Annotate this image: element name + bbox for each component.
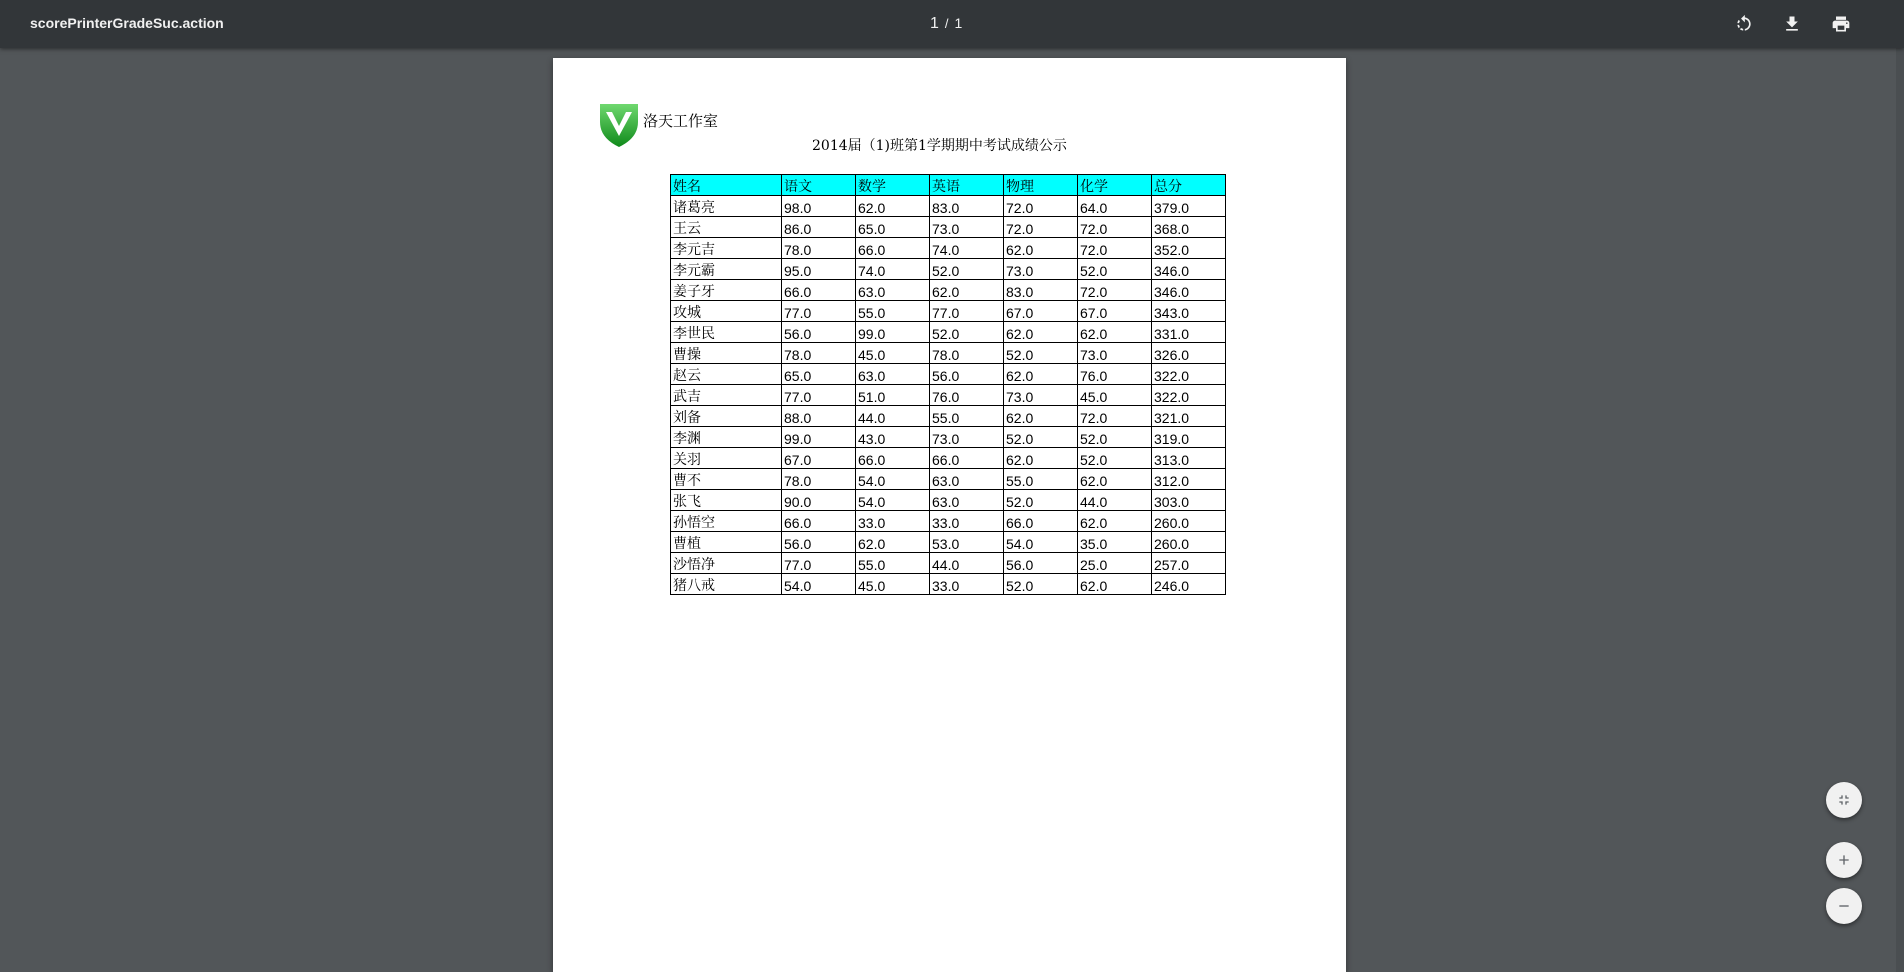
- score-cell: 55.0: [930, 406, 1004, 427]
- table-row: [671, 427, 1226, 448]
- score-cell: 56.0: [782, 532, 856, 553]
- download-icon: [1782, 14, 1802, 34]
- score-cell: 77.0: [782, 301, 856, 322]
- score-cell: 62.0: [1078, 469, 1152, 490]
- zoom-in-button[interactable]: [1826, 842, 1862, 878]
- score-cell: 55.0: [856, 553, 930, 574]
- student-name-cell: 赵云: [671, 364, 782, 385]
- student-name-cell: 沙悟净: [671, 553, 782, 574]
- table-row: [671, 217, 1226, 238]
- table-row: [671, 574, 1226, 595]
- score-cell: 62.0: [1004, 238, 1078, 259]
- score-cell: 83.0: [930, 196, 1004, 217]
- score-cell: 62.0: [1078, 511, 1152, 532]
- score-cell: 62.0: [1004, 448, 1078, 469]
- score-cell: 379.0: [1152, 196, 1226, 217]
- score-cell: 65.0: [782, 364, 856, 385]
- score-cell: 86.0: [782, 217, 856, 238]
- score-cell: 52.0: [1078, 427, 1152, 448]
- score-cell: 72.0: [1078, 238, 1152, 259]
- score-cell: 76.0: [1078, 364, 1152, 385]
- score-cell: 55.0: [856, 301, 930, 322]
- score-cell: 319.0: [1152, 427, 1226, 448]
- score-cell: 62.0: [1004, 406, 1078, 427]
- table-row: [671, 238, 1226, 259]
- vertical-scrollbar[interactable]: [1896, 48, 1904, 972]
- table-row: [671, 448, 1226, 469]
- table-row: [671, 343, 1226, 364]
- rotate-icon: [1734, 14, 1754, 34]
- score-cell: 77.0: [782, 385, 856, 406]
- score-cell: 78.0: [782, 238, 856, 259]
- score-cell: 74.0: [856, 259, 930, 280]
- rotate-button[interactable]: [1728, 8, 1760, 40]
- table-row: [671, 259, 1226, 280]
- score-cell: 52.0: [1004, 490, 1078, 511]
- fit-to-page-button[interactable]: [1826, 782, 1862, 818]
- student-name-cell: 张飞: [671, 490, 782, 511]
- score-cell: 43.0: [856, 427, 930, 448]
- score-cell: 88.0: [782, 406, 856, 427]
- score-cell: 66.0: [1004, 511, 1078, 532]
- student-name-cell: 诸葛亮: [671, 196, 782, 217]
- score-cell: 35.0: [1078, 532, 1152, 553]
- logo-checkmark-icon: [598, 102, 640, 148]
- score-cell: 63.0: [856, 364, 930, 385]
- score-cell: 51.0: [856, 385, 930, 406]
- score-cell: 260.0: [1152, 532, 1226, 553]
- student-name-cell: 姜子牙: [671, 280, 782, 301]
- score-cell: 99.0: [782, 427, 856, 448]
- column-header: 姓名: [671, 175, 782, 196]
- score-cell: 25.0: [1078, 553, 1152, 574]
- column-header: 数学: [856, 175, 930, 196]
- score-cell: 62.0: [1078, 322, 1152, 343]
- table-row: [671, 322, 1226, 343]
- student-name-cell: 关羽: [671, 448, 782, 469]
- table-row: [671, 196, 1226, 217]
- pdf-page: [553, 58, 1346, 972]
- score-cell: 52.0: [1004, 343, 1078, 364]
- score-cell: 56.0: [782, 322, 856, 343]
- score-cell: 62.0: [856, 196, 930, 217]
- student-name-cell: 李渊: [671, 427, 782, 448]
- table-row: [671, 469, 1226, 490]
- page-separator: /: [944, 16, 949, 31]
- score-cell: 73.0: [1004, 259, 1078, 280]
- score-cell: 54.0: [782, 574, 856, 595]
- score-cell: 72.0: [1004, 217, 1078, 238]
- score-table: [670, 174, 1226, 595]
- score-cell: 346.0: [1152, 280, 1226, 301]
- table-row: [671, 364, 1226, 385]
- score-cell: 67.0: [1004, 301, 1078, 322]
- zoom-in-icon: [1836, 852, 1852, 868]
- student-name-cell: 孙悟空: [671, 511, 782, 532]
- score-cell: 77.0: [930, 301, 1004, 322]
- score-cell: 346.0: [1152, 259, 1226, 280]
- pdf-toolbar: [0, 0, 1904, 48]
- student-name-cell: 攻城: [671, 301, 782, 322]
- column-header: 英语: [930, 175, 1004, 196]
- score-cell: 54.0: [856, 490, 930, 511]
- score-cell: 56.0: [1004, 553, 1078, 574]
- score-cell: 76.0: [930, 385, 1004, 406]
- table-row: [671, 385, 1226, 406]
- score-cell: 74.0: [930, 238, 1004, 259]
- table-header-row: [671, 175, 1226, 196]
- score-cell: 78.0: [782, 469, 856, 490]
- current-page-number[interactable]: 1: [930, 15, 939, 32]
- score-cell: 54.0: [1004, 532, 1078, 553]
- score-cell: 55.0: [1004, 469, 1078, 490]
- score-cell: 62.0: [1078, 574, 1152, 595]
- score-cell: 90.0: [782, 490, 856, 511]
- page-indicator: [930, 0, 962, 47]
- score-cell: 62.0: [1004, 322, 1078, 343]
- score-cell: 72.0: [1078, 217, 1152, 238]
- score-cell: 63.0: [930, 469, 1004, 490]
- score-cell: 54.0: [856, 469, 930, 490]
- score-cell: 62.0: [930, 280, 1004, 301]
- table-row: [671, 280, 1226, 301]
- table-row: [671, 553, 1226, 574]
- score-cell: 66.0: [856, 238, 930, 259]
- score-cell: 312.0: [1152, 469, 1226, 490]
- score-cell: 73.0: [1078, 343, 1152, 364]
- score-cell: 66.0: [782, 511, 856, 532]
- student-name-cell: 曹植: [671, 532, 782, 553]
- zoom-out-icon: [1836, 898, 1852, 914]
- score-cell: 260.0: [1152, 511, 1226, 532]
- table-row: [671, 490, 1226, 511]
- table-row: [671, 301, 1226, 322]
- score-cell: 33.0: [930, 574, 1004, 595]
- score-cell: 63.0: [856, 280, 930, 301]
- score-cell: 72.0: [1004, 196, 1078, 217]
- score-cell: 73.0: [930, 217, 1004, 238]
- score-cell: 53.0: [930, 532, 1004, 553]
- score-cell: 99.0: [856, 322, 930, 343]
- score-cell: 62.0: [856, 532, 930, 553]
- score-cell: 246.0: [1152, 574, 1226, 595]
- score-cell: 368.0: [1152, 217, 1226, 238]
- score-cell: 56.0: [930, 364, 1004, 385]
- score-cell: 62.0: [1004, 364, 1078, 385]
- column-header: 总分: [1152, 175, 1226, 196]
- score-cell: 45.0: [856, 574, 930, 595]
- table-row: [671, 511, 1226, 532]
- score-cell: 322.0: [1152, 385, 1226, 406]
- student-name-cell: 刘备: [671, 406, 782, 427]
- logo-text: 洛天工作室: [643, 112, 719, 130]
- score-cell: 52.0: [1004, 427, 1078, 448]
- score-cell: 78.0: [930, 343, 1004, 364]
- print-icon: [1831, 14, 1851, 34]
- score-cell: 52.0: [1078, 448, 1152, 469]
- student-name-cell: 李元霸: [671, 259, 782, 280]
- score-cell: 343.0: [1152, 301, 1226, 322]
- score-cell: 83.0: [1004, 280, 1078, 301]
- score-cell: 72.0: [1078, 280, 1152, 301]
- student-name-cell: 武吉: [671, 385, 782, 406]
- score-cell: 66.0: [856, 448, 930, 469]
- report-title: 2014届（1)班第1学期期中考试成绩公示: [812, 138, 1067, 154]
- score-cell: 44.0: [1078, 490, 1152, 511]
- score-cell: 33.0: [930, 511, 1004, 532]
- score-cell: 44.0: [930, 553, 1004, 574]
- score-cell: 45.0: [1078, 385, 1152, 406]
- score-cell: 66.0: [782, 280, 856, 301]
- score-cell: 326.0: [1152, 343, 1226, 364]
- student-name-cell: 王云: [671, 217, 782, 238]
- fit-page-icon: [1836, 792, 1852, 808]
- table-row: [671, 532, 1226, 553]
- score-cell: 44.0: [856, 406, 930, 427]
- score-cell: 257.0: [1152, 553, 1226, 574]
- score-cell: 303.0: [1152, 490, 1226, 511]
- student-name-cell: 曹不: [671, 469, 782, 490]
- score-cell: 72.0: [1078, 406, 1152, 427]
- column-header: 化学: [1078, 175, 1152, 196]
- score-cell: 331.0: [1152, 322, 1226, 343]
- score-cell: 64.0: [1078, 196, 1152, 217]
- score-cell: 67.0: [782, 448, 856, 469]
- score-cell: 352.0: [1152, 238, 1226, 259]
- score-cell: 65.0: [856, 217, 930, 238]
- zoom-out-button[interactable]: [1826, 888, 1862, 924]
- download-button[interactable]: [1776, 8, 1808, 40]
- score-cell: 66.0: [930, 448, 1004, 469]
- score-cell: 52.0: [930, 259, 1004, 280]
- score-cell: 98.0: [782, 196, 856, 217]
- score-cell: 321.0: [1152, 406, 1226, 427]
- score-cell: 322.0: [1152, 364, 1226, 385]
- student-name-cell: 曹操: [671, 343, 782, 364]
- score-cell: 313.0: [1152, 448, 1226, 469]
- table-row: [671, 406, 1226, 427]
- column-header: 物理: [1004, 175, 1078, 196]
- student-name-cell: 李世民: [671, 322, 782, 343]
- score-cell: 95.0: [782, 259, 856, 280]
- score-cell: 33.0: [856, 511, 930, 532]
- total-pages: 1: [954, 15, 963, 31]
- score-cell: 78.0: [782, 343, 856, 364]
- student-name-cell: 李元吉: [671, 238, 782, 259]
- score-cell: 52.0: [1078, 259, 1152, 280]
- score-cell: 63.0: [930, 490, 1004, 511]
- score-cell: 77.0: [782, 553, 856, 574]
- document-title: scorePrinterGradeSuc.action: [30, 15, 224, 31]
- score-cell: 45.0: [856, 343, 930, 364]
- score-cell: 52.0: [930, 322, 1004, 343]
- score-cell: 73.0: [1004, 385, 1078, 406]
- score-cell: 52.0: [1004, 574, 1078, 595]
- score-cell: 73.0: [930, 427, 1004, 448]
- column-header: 语文: [782, 175, 856, 196]
- student-name-cell: 猪八戒: [671, 574, 782, 595]
- score-cell: 67.0: [1078, 301, 1152, 322]
- print-button[interactable]: [1825, 8, 1857, 40]
